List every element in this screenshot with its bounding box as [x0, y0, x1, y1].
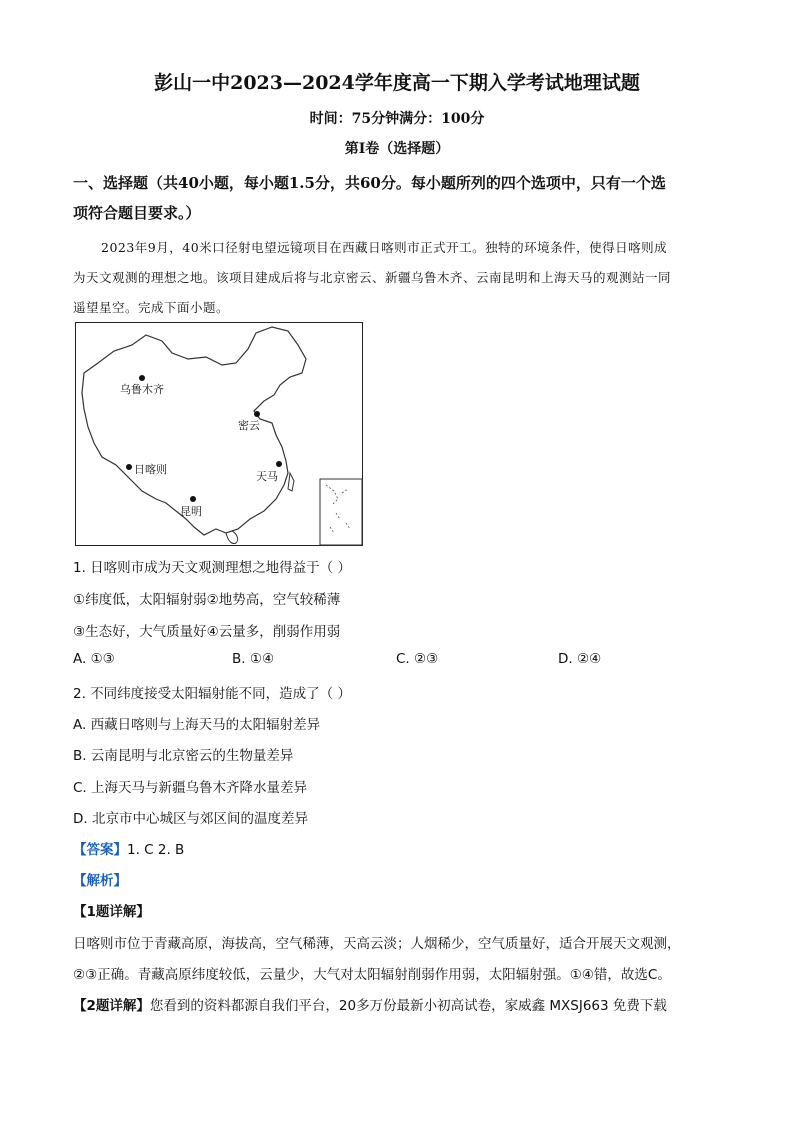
section-instructions-line1: 一、选择题（共40小题，每小题1.5分，共60分。每小题所列的四个选项中，只有一个选: [73, 174, 666, 192]
q2-analysis-heading: 【2题详解】: [73, 998, 150, 1014]
question-1-option-b: B. ①④: [232, 651, 275, 667]
south-sea-inset: [320, 479, 362, 545]
question-2-option-c: C. 上海天马与新疆乌鲁木齐降水量差异: [73, 780, 308, 796]
passage-line3: 遥望星空。完成下面小题。: [73, 300, 230, 315]
china-outline-map: [76, 323, 364, 547]
q2-analysis-line: [73, 994, 667, 1014]
passage-line2: 为天文观测的理想之地。该项目建成后将与北京密云、新疆乌鲁木齐、云南昆明和上海天马的观测站一同: [73, 270, 672, 285]
page-title: 彭山一中2023—2024学年度高一下期入学考试地理试题: [154, 72, 640, 94]
taiwan-island: [288, 473, 294, 491]
kunming-dot: [190, 496, 196, 502]
shigatse-dot: [126, 464, 132, 470]
city-label-shigatse: 日喀则: [134, 463, 167, 476]
question-2-option-d: D. 北京市中心城区与郊区间的温度差异: [73, 811, 308, 827]
question-1-option-d: D. ②④: [558, 651, 602, 667]
answer-line: [73, 838, 184, 858]
tianma-dot: [276, 461, 282, 467]
q1-analysis-heading: 【1题详解】: [73, 904, 150, 920]
question-1-stem: 1. 日喀则市成为天文观测理想之地得益于（ ）: [73, 560, 351, 576]
q2-analysis-text: 您看到的资料都源自我们平台，20多万份最新小初高试卷，家威鑫 MXSJ663 免费下载: [149, 998, 667, 1014]
answer-text: 1. C 2. B: [127, 842, 185, 858]
volume-heading: 第Ⅰ卷（选择题）: [344, 141, 450, 157]
analysis-label: 【解析】: [73, 873, 127, 889]
exam-time-info: 时间：75分钟满分：100分: [309, 111, 485, 127]
question-1-statement-line2: ③生态好，大气质量好④云量多，削弱作用弱: [73, 624, 341, 640]
city-label-miyun: 密云: [238, 419, 260, 432]
question-1-option-a: A. ①③: [73, 651, 115, 667]
city-label-tianma: 天马: [256, 470, 278, 483]
q1-analysis-line1: 日喀则市位于青藏高原，海拔高，空气稀薄，天高云淡；人烟稀少，空气质量好，适合开展天文观测，: [73, 936, 681, 952]
city-label-kunming: 昆明: [180, 505, 202, 518]
question-2-stem: 2. 不同纬度接受太阳辐射能不同，造成了（ ）: [73, 686, 351, 702]
question-2-option-a: A. 西藏日喀则与上海天马的太阳辐射差异: [73, 717, 321, 733]
question-2-option-b: B. 云南昆明与北京密云的生物量差异: [73, 748, 294, 764]
question-1-option-c: C. ②③: [396, 651, 439, 667]
answer-label: 【答案】: [73, 842, 127, 858]
passage-line1: 2023年9月，40米口径射电望远镜项目在西藏日喀则市正式开工。独特的环境条件，使得日喀则成: [101, 240, 668, 255]
section-instructions-line2: 项符合题目要求。）: [73, 204, 201, 222]
china-map: [75, 322, 363, 546]
city-label-urumqi: 乌鲁木齐: [120, 383, 164, 396]
question-1-statement-line1: ①纬度低，太阳辐射弱②地势高，空气较稀薄: [73, 592, 341, 608]
q1-analysis-line2: ②③正确。青藏高原纬度较低，云量少，大气对太阳辐射削弱作用弱，太阳辐射强。①④错，故选C。: [73, 967, 671, 983]
